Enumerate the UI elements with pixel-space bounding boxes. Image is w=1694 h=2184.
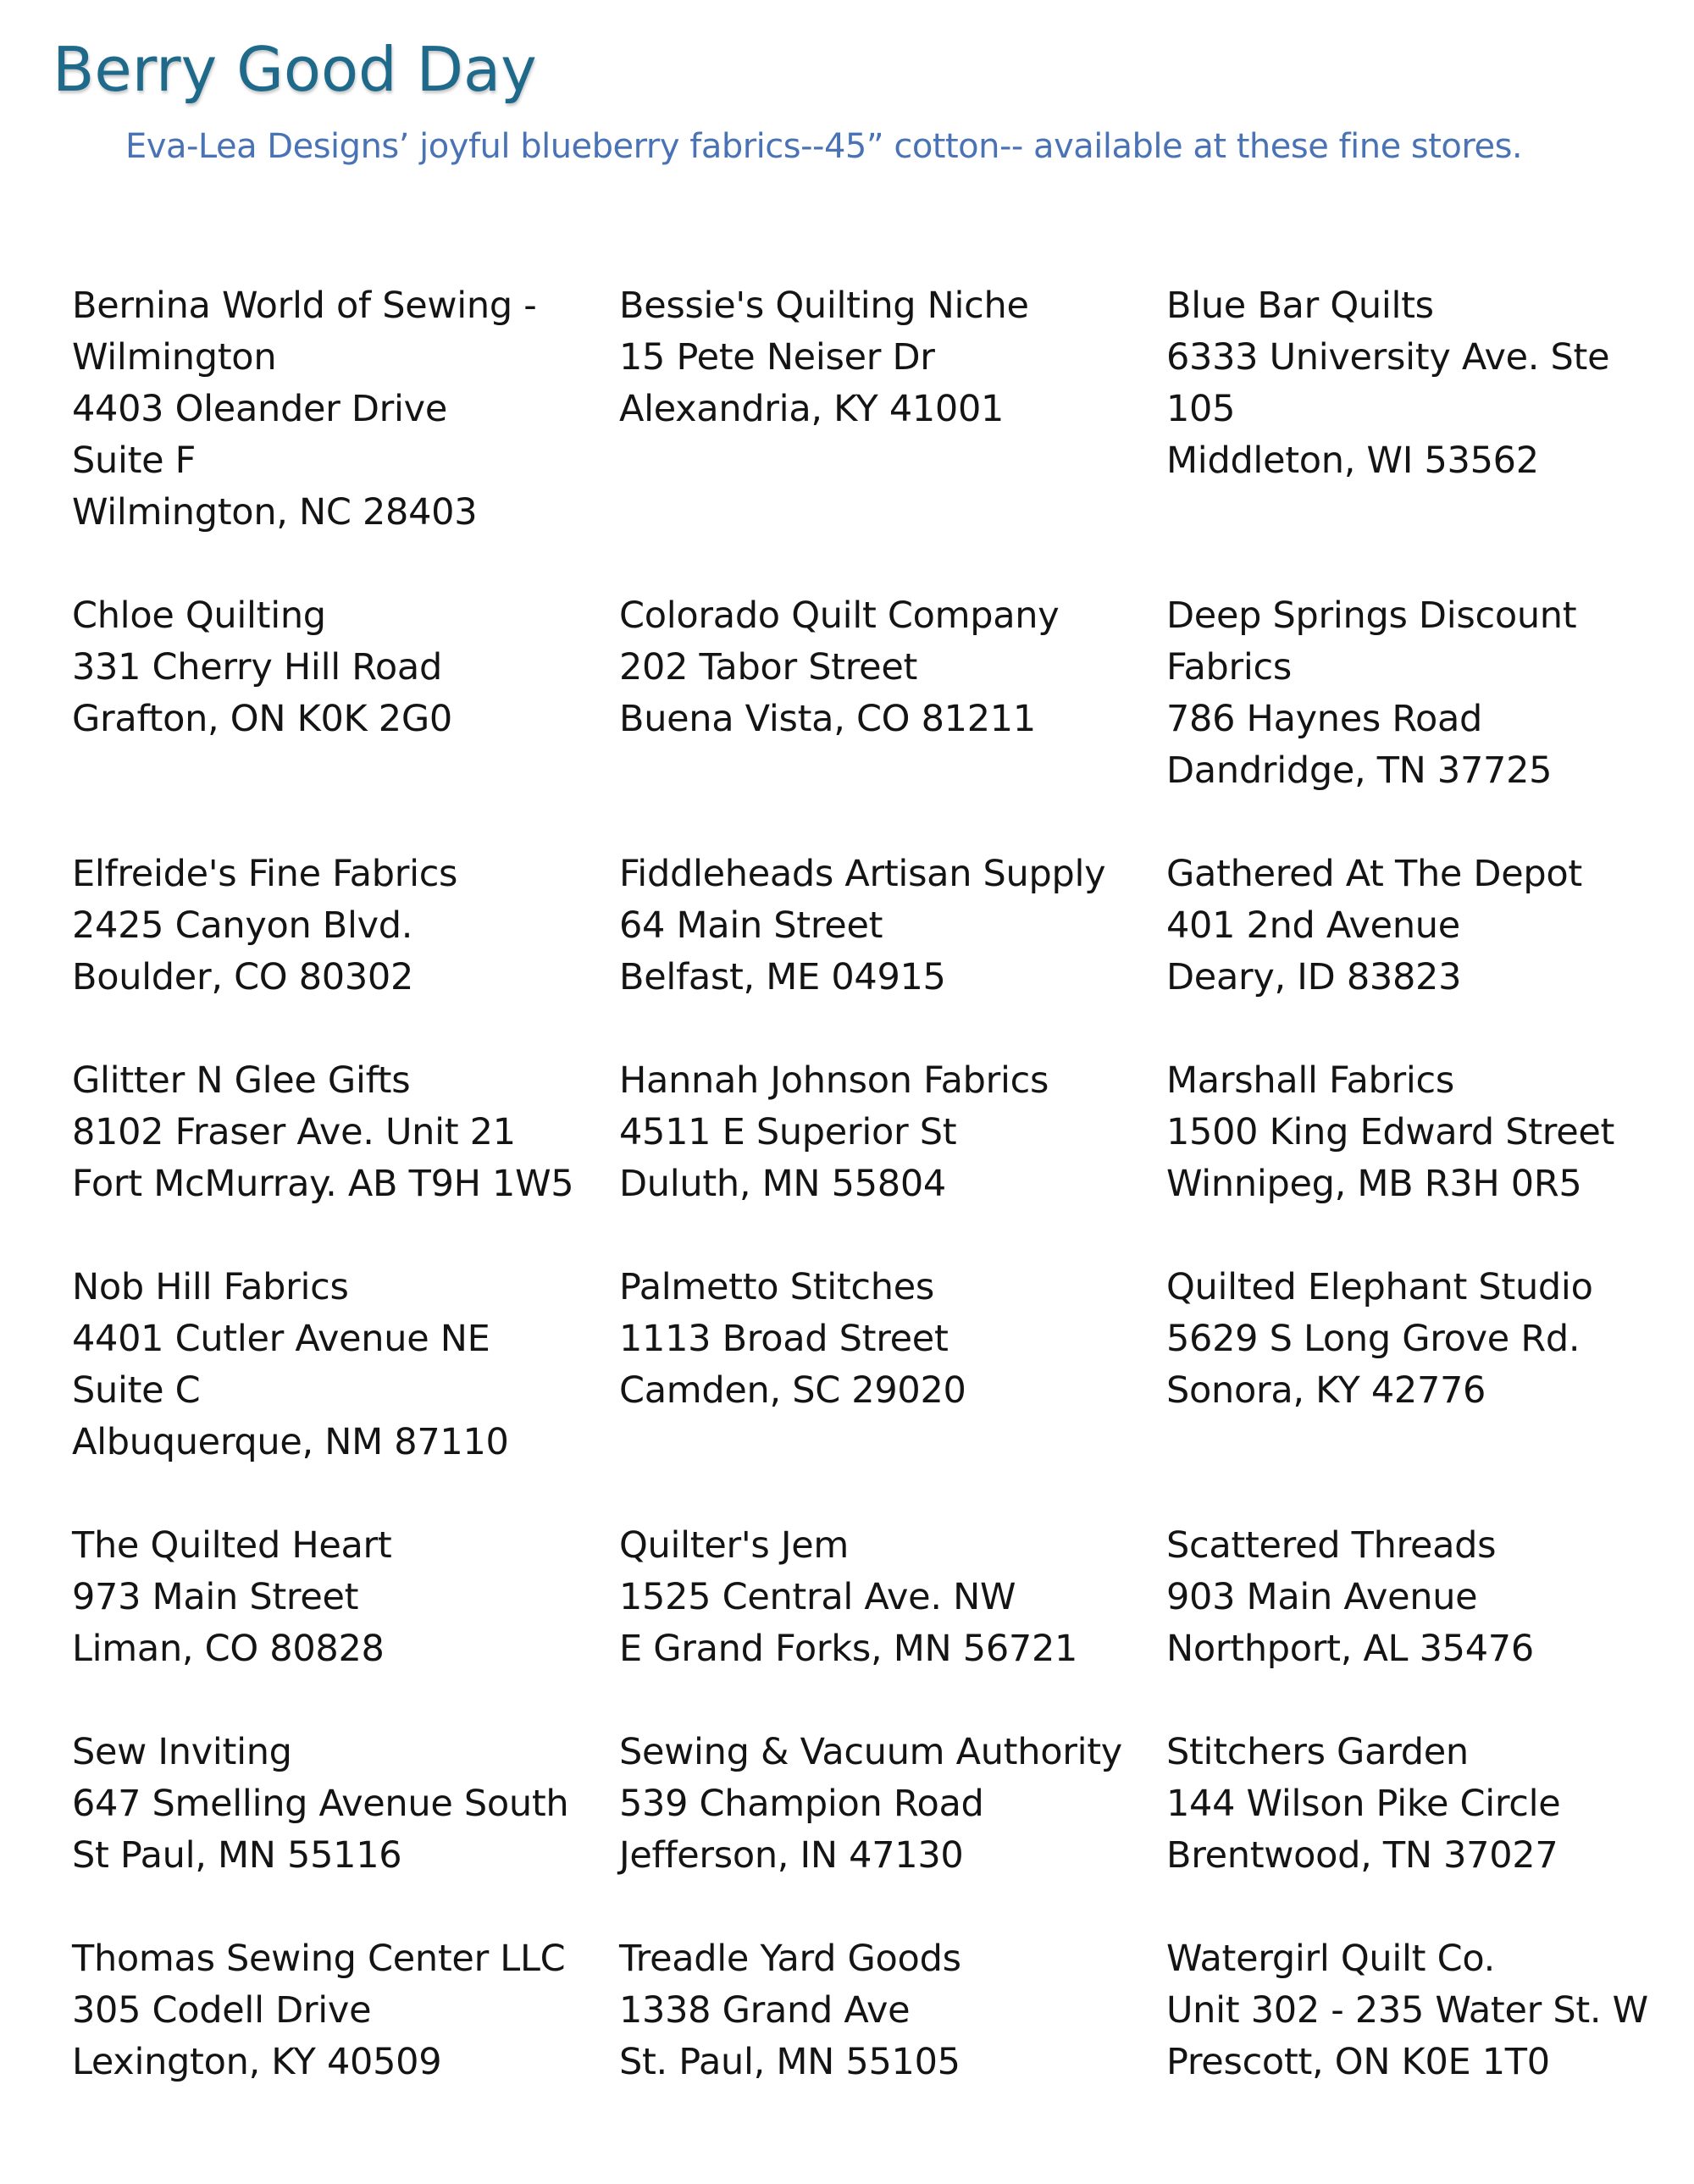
store-address-line: 15 Pete Neiser Dr [619, 336, 935, 379]
store-address-line: St. Paul, MN 55105 [619, 2041, 960, 2083]
store-address-line: 4403 Oleander Drive [72, 388, 447, 430]
store-address-line: 105 [1166, 388, 1236, 430]
store-list [72, 280, 1664, 2140]
store-name: Deep Springs Discount [1166, 594, 1577, 637]
store-address-line: Middleton, WI 53562 [1166, 440, 1539, 482]
store-address-line: 647 Smelling Avenue South [72, 1783, 569, 1825]
store-name: Watergirl Quilt Co. [1166, 1938, 1495, 1980]
store-address-line: 4511 E Superior St [619, 1111, 957, 1153]
store-address-line: 973 Main Street [72, 1576, 359, 1618]
store-address-line: Unit 302 - 235 Water St. W [1166, 1989, 1648, 2032]
store-entry [619, 1727, 1166, 1882]
store-address-line: Buena Vista, CO 81211 [619, 698, 1036, 740]
store-address-line: 1113 Broad Street [619, 1318, 949, 1360]
store-entry [72, 1520, 619, 1675]
store-address-line: Suite F [72, 440, 197, 482]
store-name: Thomas Sewing Center LLC [72, 1938, 566, 1980]
store-address-line: Northport, AL 35476 [1166, 1628, 1534, 1670]
store-name: Treadle Yard Goods [619, 1938, 961, 1980]
store-entry [619, 590, 1166, 797]
store-entry [72, 1262, 619, 1468]
store-address-line: Sonora, KY 42776 [1166, 1369, 1486, 1412]
store-address-line: Fabrics [1166, 646, 1293, 688]
store-entry [72, 1055, 619, 1210]
store-address-line: Jefferson, IN 47130 [619, 1834, 964, 1877]
store-address-line: 6333 University Ave. Ste [1166, 336, 1610, 379]
store-address-line: Fort McMurray. AB T9H 1W5 [72, 1163, 574, 1205]
store-entry [619, 1055, 1166, 1210]
store-entry [1166, 1055, 1694, 1210]
store-entry [1166, 1933, 1694, 2088]
store-address-line: Wilmington, NC 28403 [72, 491, 478, 534]
store-address-line: 64 Main Street [619, 904, 883, 947]
store-entry [619, 1933, 1166, 2088]
store-address-line: 144 Wilson Pike Circle [1166, 1783, 1561, 1825]
store-address-line: 1338 Grand Ave [619, 1989, 911, 2032]
store-address-line: Grafton, ON K0K 2G0 [72, 698, 452, 740]
store-row [72, 280, 1664, 539]
store-address-line: Duluth, MN 55804 [619, 1163, 946, 1205]
store-address-line: 2425 Canyon Blvd. [72, 904, 413, 947]
store-address-line: Dandridge, TN 37725 [1166, 749, 1553, 792]
store-address-line: 401 2nd Avenue [1166, 904, 1460, 947]
store-row [72, 1933, 1664, 2088]
store-entry [619, 1520, 1166, 1675]
store-address-line: 5629 S Long Grove Rd. [1166, 1318, 1581, 1360]
store-address-line: 539 Champion Road [619, 1783, 984, 1825]
store-address-line: Wilmington [72, 336, 277, 379]
store-address-line: Alexandria, KY 41001 [619, 388, 1005, 430]
store-address-line: 305 Codell Drive [72, 1989, 372, 2032]
store-name: Gathered At The Depot [1166, 853, 1582, 895]
store-entry [1166, 849, 1694, 1004]
store-entry [72, 1727, 619, 1882]
store-name: Chloe Quilting [72, 594, 326, 637]
store-name: Glitter N Glee Gifts [72, 1059, 411, 1102]
store-name: Palmetto Stitches [619, 1266, 934, 1308]
store-entry [1166, 1727, 1694, 1882]
store-entry [1166, 590, 1694, 797]
store-entry [1166, 1520, 1694, 1675]
store-row [72, 849, 1664, 1004]
store-address-line: 786 Haynes Road [1166, 698, 1483, 740]
store-entry [1166, 280, 1694, 539]
store-row [72, 1262, 1664, 1468]
store-name: Stitchers Garden [1166, 1731, 1469, 1773]
store-entry [1166, 1262, 1694, 1468]
store-address-line: Brentwood, TN 37027 [1166, 1834, 1558, 1877]
store-address-line: Prescott, ON K0E 1T0 [1166, 2041, 1550, 2083]
store-address-line: 331 Cherry Hill Road [72, 646, 442, 688]
store-address-line: Albuquerque, NM 87110 [72, 1421, 509, 1463]
store-address-line: Winnipeg, MB R3H 0R5 [1166, 1163, 1582, 1205]
store-address-line: 903 Main Avenue [1166, 1576, 1478, 1618]
store-row [72, 1055, 1664, 1210]
store-row [72, 590, 1664, 797]
store-name: Sew Inviting [72, 1731, 292, 1773]
store-name: Marshall Fabrics [1166, 1059, 1454, 1102]
store-name: The Quilted Heart [72, 1524, 392, 1567]
store-address-line: 1525 Central Ave. NW [619, 1576, 1016, 1618]
store-address-line: E Grand Forks, MN 56721 [619, 1628, 1078, 1670]
store-entry [72, 280, 619, 539]
store-name: Nob Hill Fabrics [72, 1266, 349, 1308]
store-address-line: 4401 Cutler Avenue NE [72, 1318, 490, 1360]
store-entry [619, 280, 1166, 539]
store-address-line: Boulder, CO 80302 [72, 956, 414, 998]
store-address-line: Camden, SC 29020 [619, 1369, 966, 1412]
store-entry [72, 1933, 619, 2088]
store-name: Scattered Threads [1166, 1524, 1497, 1567]
store-entry [72, 590, 619, 797]
page-title: Berry Good Day [53, 34, 537, 105]
store-name: Quilted Elephant Studio [1166, 1266, 1593, 1308]
store-row [72, 1520, 1664, 1675]
store-address-line: 202 Tabor Street [619, 646, 918, 688]
store-name: Sewing & Vacuum Authority [619, 1731, 1122, 1773]
store-address-line: 1500 King Edward Street [1166, 1111, 1615, 1153]
store-entry [619, 1262, 1166, 1468]
store-address-line: Belfast, ME 04915 [619, 956, 946, 998]
store-row [72, 1727, 1664, 1882]
store-entry [72, 849, 619, 1004]
store-name: Hannah Johnson Fabrics [619, 1059, 1049, 1102]
store-name: Bessie's Quilting Niche [619, 285, 1029, 327]
store-address-line: St Paul, MN 55116 [72, 1834, 402, 1877]
store-name: Elfreide's Fine Fabrics [72, 853, 458, 895]
page-subtitle: Eva-Lea Designs’ joyful blueberry fabrics--45” cotton-- available at these fine stores. [125, 127, 1523, 166]
store-name: Quilter's Jem [619, 1524, 850, 1567]
store-name: Fiddleheads Artisan Supply [619, 853, 1106, 895]
store-address-line: Liman, CO 80828 [72, 1628, 385, 1670]
store-name: Blue Bar Quilts [1166, 285, 1434, 327]
store-entry [619, 849, 1166, 1004]
store-name: Bernina World of Sewing - [72, 285, 537, 327]
store-address-line: Deary, ID 83823 [1166, 956, 1462, 998]
store-address-line: Suite C [72, 1369, 201, 1412]
store-name: Colorado Quilt Company [619, 594, 1060, 637]
store-address-line: Lexington, KY 40509 [72, 2041, 442, 2083]
store-address-line: 8102 Fraser Ave. Unit 21 [72, 1111, 516, 1153]
